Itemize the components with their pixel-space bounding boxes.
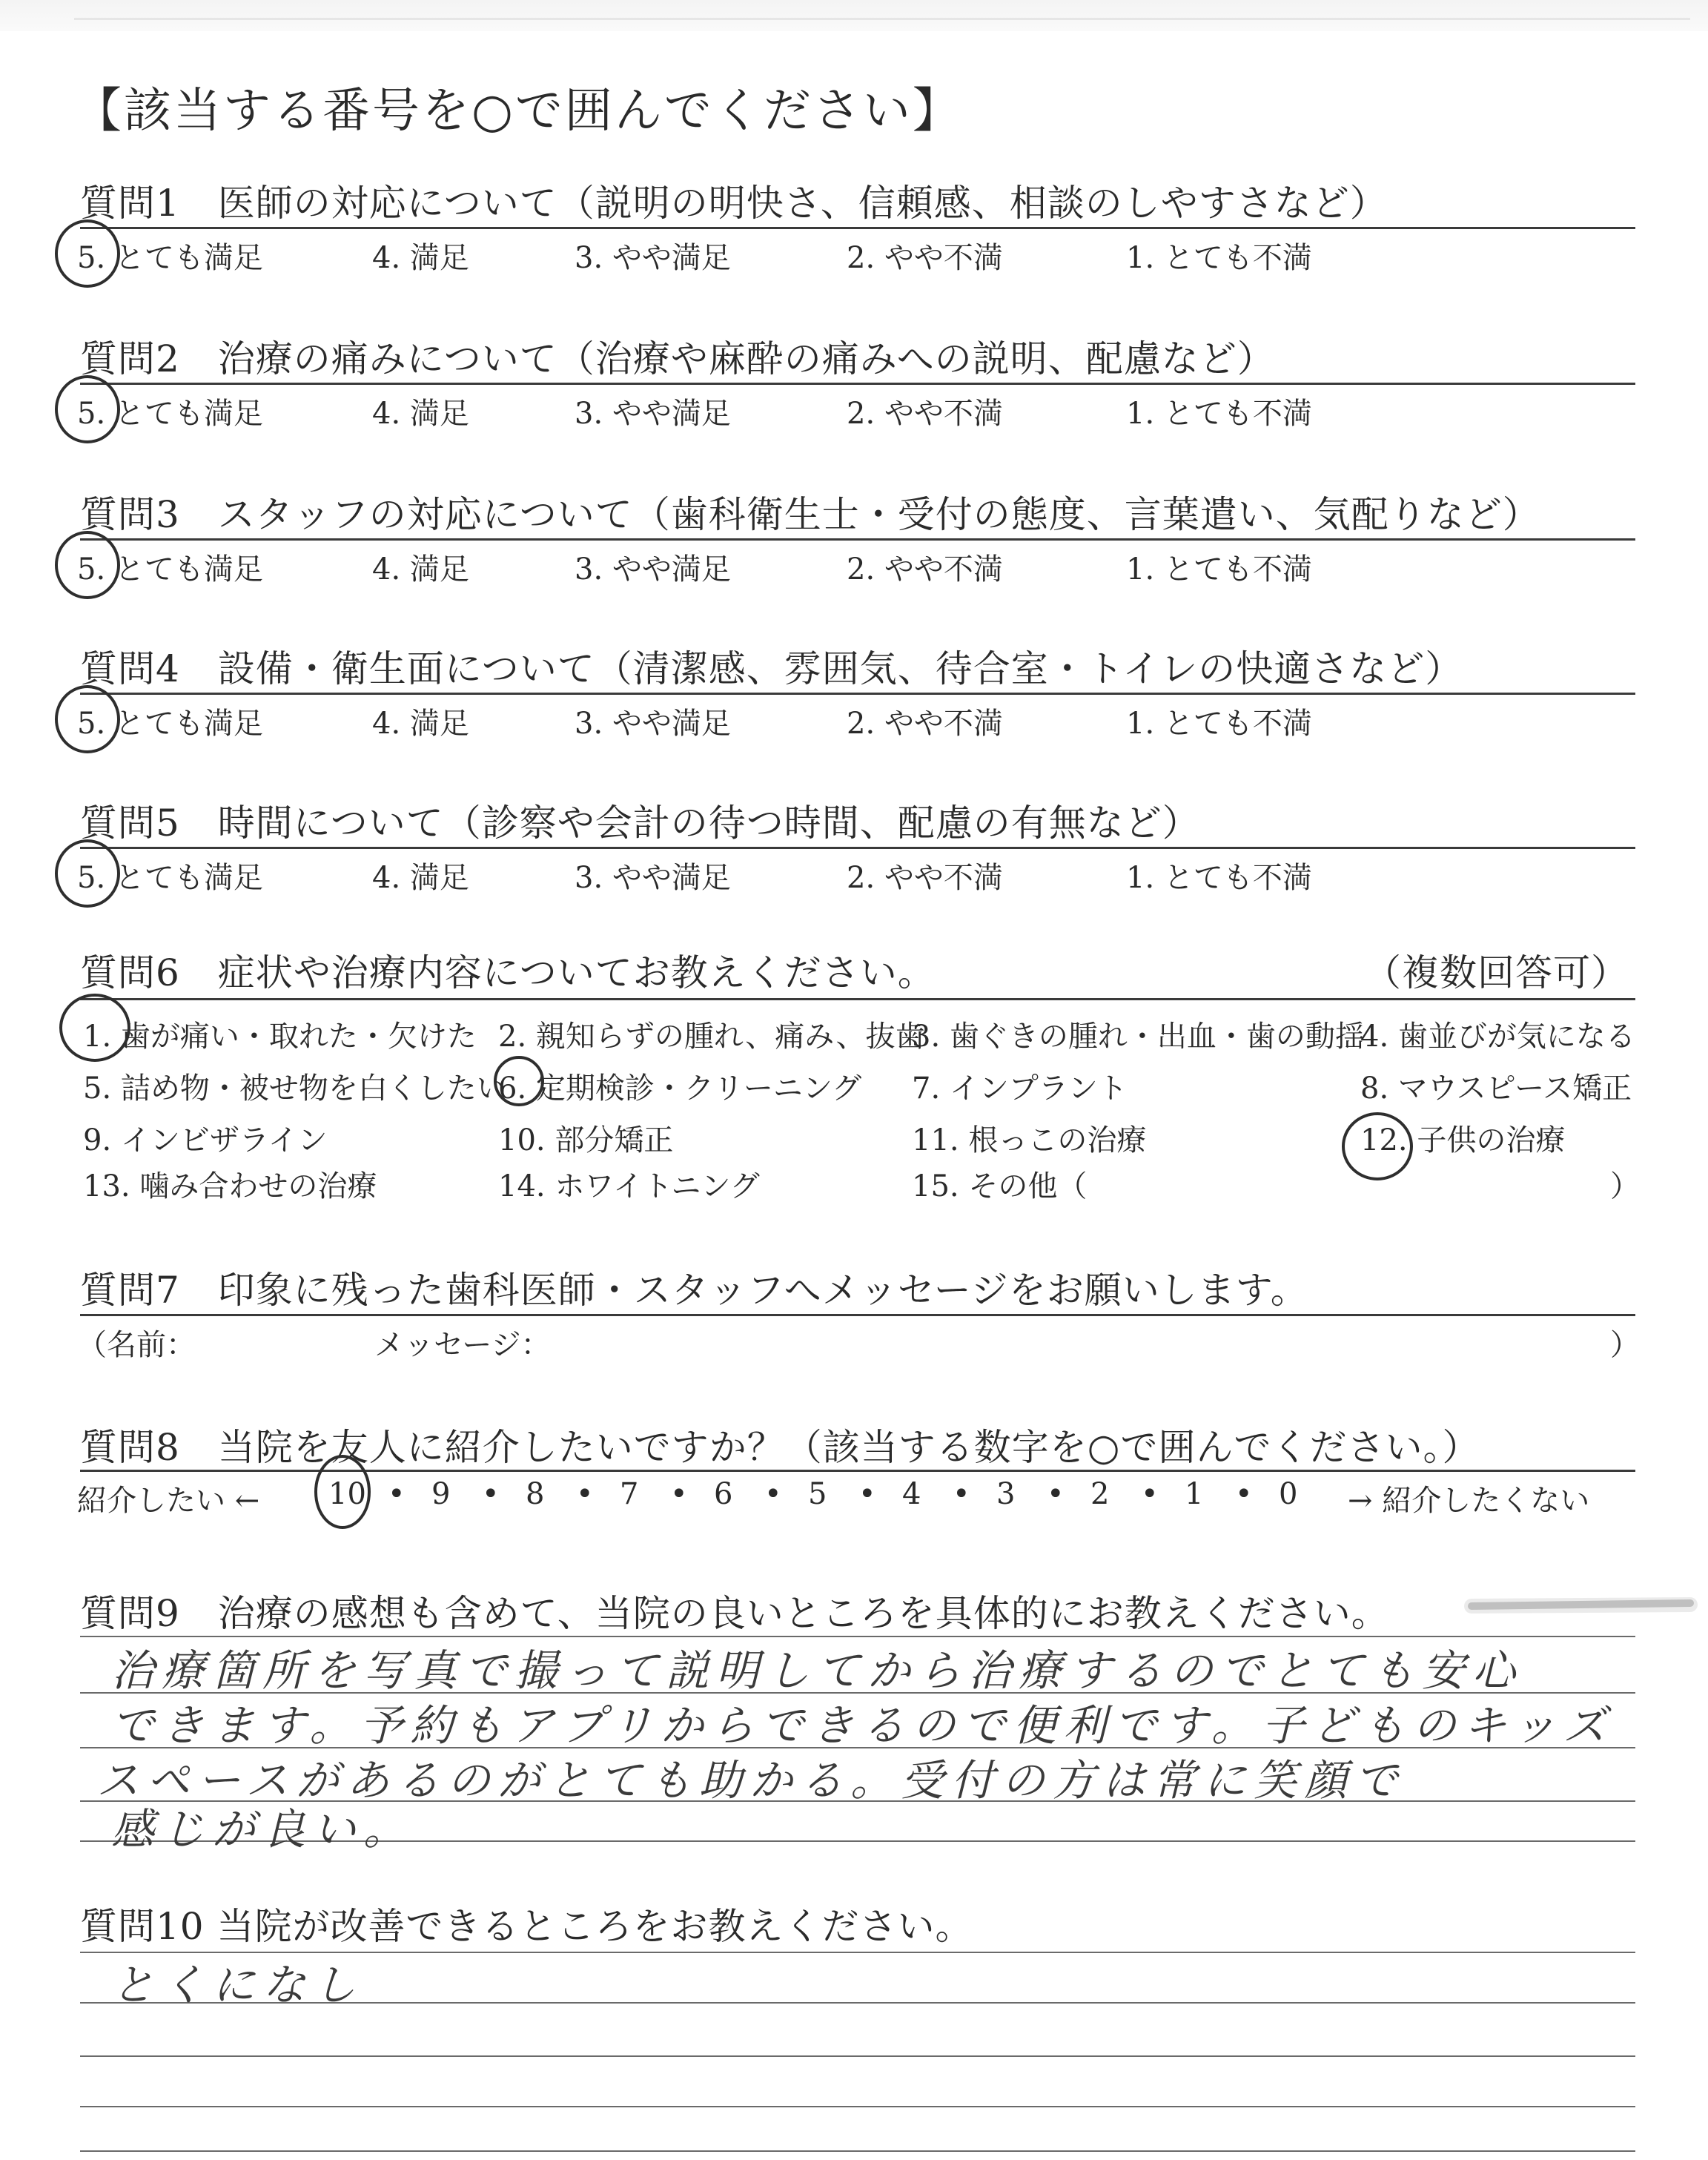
- question-title: 質問1 医師の対応について（説明の明快さ、信頼感、相談のしやすさなど）: [80, 182, 1388, 225]
- q10-title: 質問10 当院が改善できるところをお教えください。: [80, 1905, 973, 1948]
- q8-scale-dot: •: [1047, 1477, 1065, 1511]
- q8-title: 質問8 当院を友人に紹介したいですか？（該当する数字を○で囲んでください。）: [80, 1426, 1480, 1469]
- q9-answer-line: 治療箇所を写真で撮って説明してから治療するのでとても安心: [111, 1645, 1523, 1696]
- q6-option[interactable]: 5. 詰め物・被せ物を白くしたい: [83, 1071, 506, 1106]
- q9-answer-line: スペースがあるのがとても助かる。受付の方は常に笑顔で: [96, 1755, 1406, 1806]
- q6-option[interactable]: 6. 定期検診・クリーニング: [498, 1071, 862, 1106]
- rating-option[interactable]: 1. とても不満: [1126, 552, 1312, 587]
- q6-option[interactable]: 15. その他（: [912, 1169, 1088, 1203]
- rating-option[interactable]: 3. やや満足: [575, 861, 731, 895]
- q8-right-label: → 紹介したくない: [1348, 1484, 1590, 1518]
- q8-scale-number[interactable]: 0: [1279, 1477, 1298, 1511]
- q7-name-label: （名前：: [77, 1328, 196, 1362]
- q8-scale-number[interactable]: 5: [808, 1477, 827, 1511]
- q6-title: 質問6 症状や治療内容についてお教えください。: [80, 951, 936, 994]
- q6-rule: [80, 998, 1635, 1000]
- q8-rule: [80, 1470, 1635, 1472]
- q8-scale-number[interactable]: 4: [902, 1477, 921, 1511]
- q8-scale-dot: •: [670, 1477, 688, 1511]
- q6-option[interactable]: 2. 親知らずの腫れ、痛み、抜歯: [498, 1020, 925, 1054]
- rating-option[interactable]: 1. とても不満: [1126, 707, 1312, 741]
- question-rule: [80, 383, 1635, 385]
- rating-option[interactable]: 3. やや満足: [575, 552, 731, 587]
- q10-answer: とくになし: [111, 1960, 364, 2010]
- rating-option[interactable]: 3. やや満足: [575, 241, 731, 275]
- scan-top-band: [0, 0, 1708, 31]
- q8-scale-number[interactable]: 9: [431, 1477, 451, 1511]
- rating-option[interactable]: 2. やや不満: [847, 397, 1003, 431]
- q7-message-label: メッセージ：: [374, 1328, 551, 1362]
- question-title: 質問3 スタッフの対応について（歯科衛生士・受付の態度、言葉遣い、気配りなど）: [80, 493, 1540, 536]
- q6-option[interactable]: 12. 子供の治療: [1360, 1123, 1566, 1157]
- q6-close-paren: ）: [1610, 1169, 1640, 1203]
- rating-option[interactable]: 5. とても満足: [77, 707, 263, 741]
- q8-scale-dot: •: [858, 1477, 876, 1511]
- q8-scale-dot: •: [953, 1477, 970, 1511]
- q8-scale-number[interactable]: 10: [328, 1477, 366, 1511]
- q8-scale-dot: •: [482, 1477, 500, 1511]
- rating-option[interactable]: 4. 満足: [372, 397, 469, 431]
- q10-line: [80, 2055, 1635, 2057]
- q6-note: （複数回答可）: [1364, 951, 1629, 994]
- question-rule: [80, 693, 1635, 695]
- q6-option[interactable]: 9. インビザライン: [83, 1123, 328, 1157]
- q8-scale-dot: •: [764, 1477, 782, 1511]
- question-title: 質問5 時間について（診察や会計の待つ時間、配慮の有無など）: [80, 802, 1200, 845]
- q10-line: [80, 2150, 1635, 2152]
- q6-option[interactable]: 3. 歯ぐきの腫れ・出血・歯の動揺: [912, 1020, 1365, 1054]
- q7-rule: [80, 1314, 1635, 1316]
- q8-scale-number[interactable]: 7: [620, 1477, 639, 1511]
- q7-close-paren: ）: [1610, 1328, 1640, 1362]
- rating-option[interactable]: 4. 満足: [372, 552, 469, 587]
- rating-option[interactable]: 4. 満足: [372, 861, 469, 895]
- question-title: 質問4 設備・衛生面について（清潔感、雰囲気、待合室・トイレの快適さなど）: [80, 647, 1463, 690]
- q8-scale-dot: •: [1141, 1477, 1159, 1511]
- q10-line: [80, 2106, 1635, 2107]
- question-rule: [80, 227, 1635, 229]
- q6-option[interactable]: 1. 歯が痛い・取れた・欠けた: [83, 1020, 477, 1054]
- question-rule: [80, 847, 1635, 849]
- rating-option[interactable]: 3. やや満足: [575, 707, 731, 741]
- q9-answer-line: 感じが良い。: [111, 1804, 414, 1855]
- q6-option[interactable]: 10. 部分矯正: [498, 1123, 674, 1157]
- rating-option[interactable]: 2. やや不満: [847, 707, 1003, 741]
- q8-scale-dot: •: [388, 1477, 406, 1511]
- question-title: 質問2 治療の痛みについて（治療や麻酔の痛みへの説明、配慮など）: [80, 337, 1275, 380]
- rating-option[interactable]: 2. やや不満: [847, 861, 1003, 895]
- question-rule: [80, 538, 1635, 541]
- q6-option[interactable]: 7. インプラント: [912, 1071, 1128, 1106]
- rating-option[interactable]: 1. とても不満: [1126, 861, 1312, 895]
- rating-option[interactable]: 5. とても満足: [77, 241, 263, 275]
- q6-option[interactable]: 11. 根っこの治療: [912, 1123, 1147, 1157]
- scan-top-line: [74, 18, 1690, 20]
- q8-left-label: 紹介したい ←: [77, 1484, 260, 1518]
- q6-option[interactable]: 14. ホワイトニング: [498, 1169, 760, 1203]
- q9-answer-line: できます。予約もアプリからできるので便利です。子どものキッズ: [111, 1700, 1614, 1751]
- q7-title: 質問7 印象に残った歯科医師・スタッフへメッセージをお願いします。: [80, 1269, 1308, 1312]
- q8-scale-dot: •: [576, 1477, 594, 1511]
- rating-option[interactable]: 1. とても不満: [1126, 241, 1312, 275]
- rating-option[interactable]: 3. やや満足: [575, 397, 731, 431]
- q8-scale-number[interactable]: 3: [996, 1477, 1016, 1511]
- q8-scale-number[interactable]: 8: [526, 1477, 545, 1511]
- q9-title: 質問9 治療の感想も含めて、当院の良いところを具体的にお教えください。: [80, 1592, 1389, 1635]
- rating-option[interactable]: 2. やや不満: [847, 552, 1003, 587]
- form-header: 【該当する番号を○で囲んでください】: [74, 84, 962, 139]
- q8-scale-dot: •: [1235, 1477, 1253, 1511]
- rating-option[interactable]: 5. とても満足: [77, 861, 263, 895]
- q6-option[interactable]: 13. 噛み合わせの治療: [83, 1169, 377, 1203]
- q6-option[interactable]: 4. 歯並びが気になる: [1360, 1020, 1635, 1054]
- q8-scale-number[interactable]: 6: [714, 1477, 733, 1511]
- rating-option[interactable]: 4. 満足: [372, 707, 469, 741]
- rating-option[interactable]: 5. とても満足: [77, 552, 263, 587]
- q6-option[interactable]: 8. マウスピース矯正: [1360, 1071, 1632, 1106]
- q8-scale-number[interactable]: 2: [1090, 1477, 1110, 1511]
- rating-option[interactable]: 2. やや不満: [847, 241, 1003, 275]
- rating-option[interactable]: 4. 満足: [372, 241, 469, 275]
- rating-option[interactable]: 1. とても不満: [1126, 397, 1312, 431]
- rating-option[interactable]: 5. とても満足: [77, 397, 263, 431]
- q8-scale-number[interactable]: 1: [1185, 1477, 1204, 1511]
